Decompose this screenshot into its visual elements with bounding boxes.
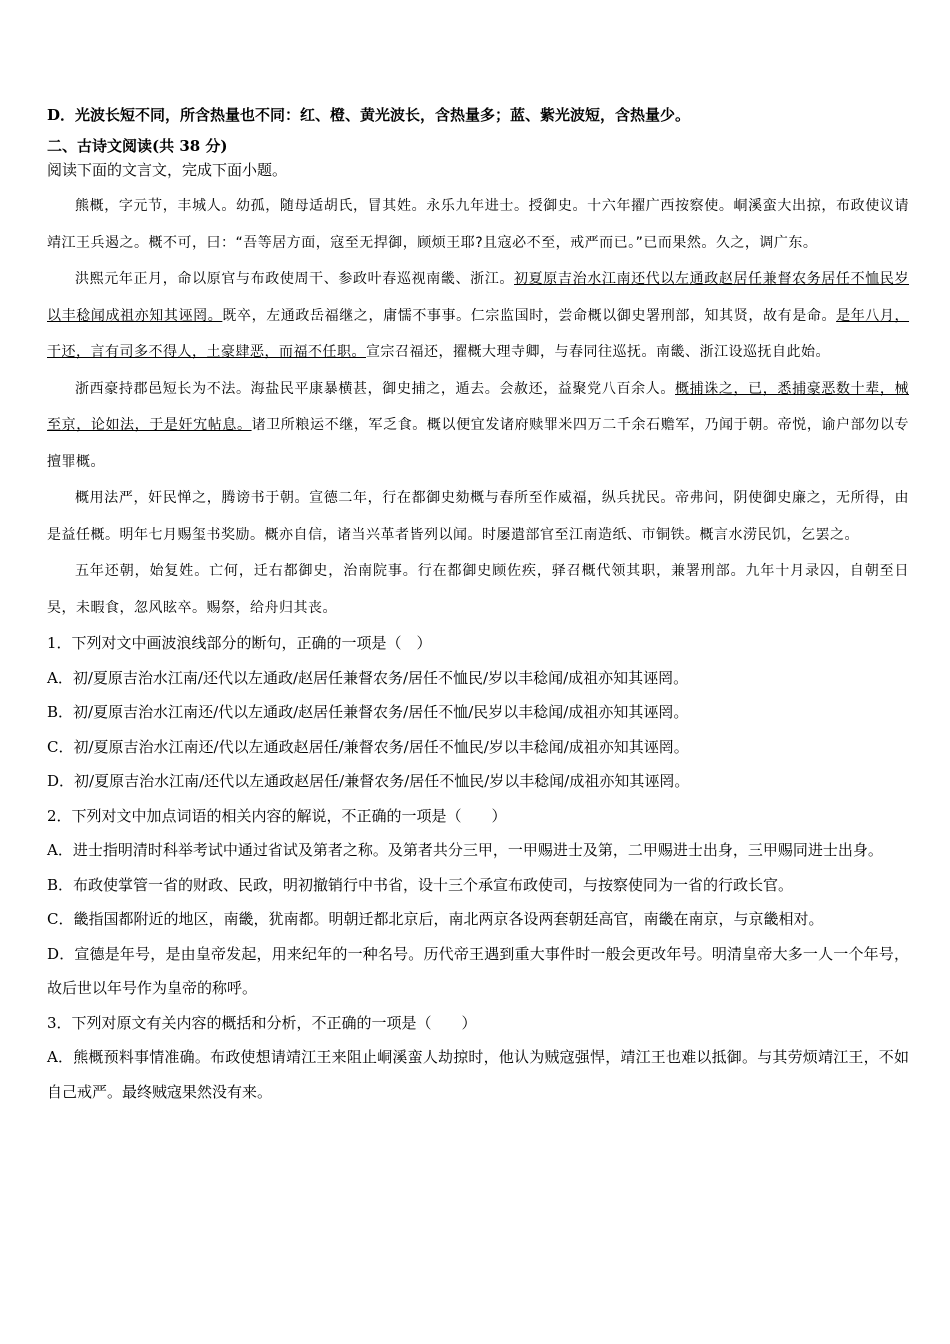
previous-option-d: D．光波长短不同，所含热量也不同：红、橙、黄光波长，含热量多；蓝、紫光波短，含热量少。	[47, 106, 691, 124]
document-page	[47, 98, 909, 1109]
passage-paragraph: 洪熙元年正月，命以原官与布政使周干、参政叶春巡视南畿、浙江。初夏原吉治水江南还代以左通政赵居任兼督农务居任不恤民岁以丰稔闻成祖亦知其诬罔。既卒，左通政岳福继之，庸懦不事事。仁宗监国时，尝命概以御史署刑部，知其贤，故有是命。是年八月，干还，言有司多不得人，土豪肆恶，而福不任职。宣宗召福还，擢概大理寺卿，与春同往巡抚。南畿、浙江设巡抚自此始。	[47, 271, 910, 360]
question-1-option-a: A．初/夏原吉治水江南/还代以左通政/赵居任兼督农务/居任不恤民/岁以丰稔闻/成祖亦知其诬罔。	[47, 668, 689, 687]
question-2-option-c: C．畿指国都附近的地区，南畿，犹南都。明朝迁都北京后，南北两京各设两套朝廷高官，南畿在南京，与京畿相对。	[47, 910, 824, 928]
underlined-text: 概捕诛之，已，悉捕豪恶数十辈，械至京，论如法，于是奸宄帖息。	[47, 380, 910, 433]
passage-paragraph: 概用法严，奸民惮之，腾谤书于朝。宣德二年，行在都御史劾概与春所至作威福，纵兵扰民。帝弗问，阴使御史廉之，无所得，由是益任概。明年七月赐玺书奖励。概亦自信，诸当兴革者皆列以闻。时屡遣部官至江南造纸、市铜铁。概言水涝民饥，乞罢之。	[47, 490, 909, 543]
passage-paragraph: 浙西豪持郡邑短长为不法。海盐民平康暴横甚，御史捕之，遁去。会赦还，益聚党八百余人。概捕诛之，已，悉捕豪恶数十辈，械至京，论如法，于是奸宄帖息。诸卫所粮运不继，军乏食。概以便宜发诸府赎罪米四万二千余石赡军，乃闻于朝。帝悦，谕户部勿以专擅罪概。	[47, 380, 910, 470]
section-title: 二、古诗文阅读(共 38 分)	[47, 137, 228, 155]
question-1-option-b: B．初/夏原吉治水江南还/代以左通政/赵居任兼督农务/居任不恤/民岁以丰稔闻/成祖亦知其诬罔。	[47, 703, 689, 721]
passage-paragraph: 熊概，字元节，丰城人。幼孤，随母适胡氏，冒其姓。永乐九年进士。授御史。十六年擢广西按察使。峒溪蛮大出掠，布政使议请靖江王兵遏之。概不可，曰：“吾等居方面，寇至无捍御，顾烦王耶?且寇必不至，戒严而已。”已而果然。久之，调广东。	[47, 198, 909, 251]
wavy-underlined-text: 初夏原吉治水江南还代以左通政赵居任兼督农务居任不恤民岁以丰稔闻成祖亦知其诬罔。	[47, 271, 910, 324]
question-3-option-a: A．熊概预料事情准确。布政使想请靖江王来阻止峒溪蛮人劫掠时，他认为贼寇强悍，靖江王也难以抵御。与其劳烦靖江王，不如自己戒严。最终贼寇果然没有来。	[47, 1048, 909, 1101]
question-1-option-c: C．初/夏原吉治水江南还/代以左通政赵居任/兼督农务/居任不恤民/岁以丰稔闻/成祖亦知其诬罔。	[47, 737, 689, 756]
underlined-text: 是年八月，干还，言有司多不得人，土豪肆恶，而福不任职。	[47, 307, 910, 360]
question-1-stem: 1．下列对文中画波浪线部分的断句，正确的一项是（ ）	[47, 634, 432, 652]
question-3-stem: 3．下列对原文有关内容的概括和分析，不正确的一项是（ ）	[47, 1013, 477, 1032]
question-2-option-b: B．布政使掌管一省的财政、民政，明初撤销行中书省，设十三个承宣布政使司，与按察使同为一省的行政长官。	[47, 875, 794, 894]
section-intro: 阅读下面的文言文，完成下面小题。	[47, 161, 288, 179]
question-2-stem: 2．下列对文中加点词语的相关内容的解说，不正确的一项是（ ）	[47, 806, 507, 825]
passage-paragraph: 五年还朝，始复姓。亡何，迁右都御史，治南院事。行在都御史顾佐疾，驿召概代领其职，兼署刑部。九年十月录囚，自朝至日旲，未暇食，忽风眩卒。赐祭，给舟归其丧。	[47, 563, 909, 616]
question-1-option-d: D．初/夏原吉治水江南/还代以左通政赵居任/兼督农务/居任不恤民/岁以丰稔闻/成祖亦知其诬罔。	[47, 772, 690, 790]
question-2-option-d: D．宣德是年号，是由皇帝发起，用来纪年的一种名号。历代帝王遇到重大事件时一般会更改年号。明清皇帝大多一人一个年号，故后世以年号作为皇帝的称呼。	[47, 944, 909, 997]
question-2-option-a: A．进士指明清时科举考试中通过省试及第者之称。及第者共分三甲，一甲赐进士及第，二甲赐进士出身，三甲赐同进士出身。	[47, 841, 883, 859]
classical-passage	[47, 188, 909, 626]
